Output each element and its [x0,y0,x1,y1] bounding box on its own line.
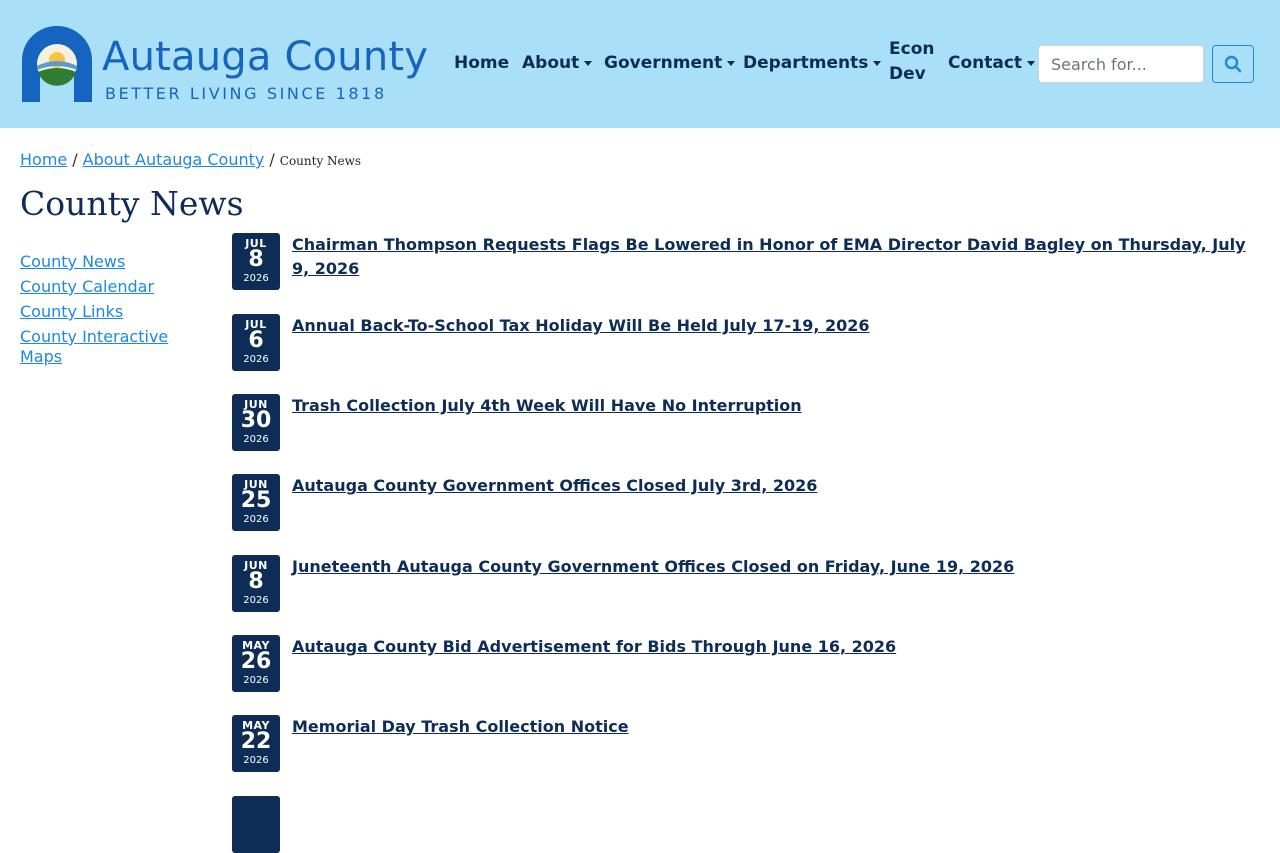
date-month: JUN [244,478,268,491]
date-month: MAY [242,639,270,652]
site-logo[interactable] [22,26,429,104]
date-day: 22 [240,729,272,754]
date-month: JUN [244,398,268,411]
nav-about-label: About [522,53,580,73]
nav-home-label: Home [454,53,510,73]
news-title-link[interactable]: Trash Collection July 4th Week Will Have No Interruption [292,396,802,415]
date-badge [232,635,280,692]
date-year: 2026 [243,675,269,686]
date-badge [232,394,280,451]
date-month: JUL [245,237,267,250]
nav-contact[interactable] [948,40,1035,86]
news-title-link[interactable]: Autauga County Government Offices Closed July 3rd, 2026 [292,476,818,495]
search-button[interactable] [1212,45,1254,83]
breadcrumb-home[interactable]: Home [20,150,68,169]
date-badge [232,796,280,853]
news-title-link[interactable]: Memorial Day Trash Collection Notice [292,717,629,736]
chevron-down-icon [873,61,881,66]
date-badge [232,474,280,531]
date-day: 6 [248,328,264,353]
date-month: JUL [245,318,267,331]
chevron-down-icon [1027,61,1035,66]
search-input[interactable] [1038,45,1204,83]
chevron-down-icon [584,61,592,66]
nav-econ-dev[interactable] [889,39,934,85]
nav-government-label: Government [604,53,723,73]
search-icon [1224,55,1242,73]
breadcrumb-separator: / [269,150,275,169]
date-year: 2026 [243,755,269,766]
breadcrumb [20,150,361,169]
date-day: 26 [240,649,272,674]
breadcrumb-current: County News [279,154,362,168]
breadcrumb-about[interactable]: About Autauga County [82,150,265,169]
nav-contact-label: Contact [948,53,1023,73]
chevron-down-icon [727,61,735,66]
sidebar-item-county-maps[interactable]: County Interactive Maps [20,327,169,366]
date-badge [232,715,280,772]
date-day: 8 [248,247,264,272]
nav-departments-label: Departments [743,53,869,73]
breadcrumb-separator: / [72,150,78,169]
sidebar-item-county-news[interactable]: County News [20,252,126,271]
nav-government[interactable] [604,40,735,86]
date-year: 2026 [243,514,269,525]
logo-tagline: BETTER LIVING SINCE 1818 [105,84,387,103]
nav-econ-label: Econ [889,39,935,59]
date-day: 30 [240,408,272,433]
logo-name: Autauga County [102,34,429,80]
nav-dev-label: Dev [889,64,926,84]
nav-about[interactable] [522,40,592,86]
nav-home[interactable] [454,40,509,86]
date-year: 2026 [243,354,269,365]
page-title: County News [20,184,244,223]
news-title-link[interactable]: Annual Back-To-School Tax Holiday Will Be Held July 17-19, 2026 [292,316,870,335]
date-year: 2026 [243,595,269,606]
date-month: JUN [244,559,268,572]
date-year: 2026 [243,434,269,445]
date-day: 25 [240,488,272,513]
sidebar-item-county-links[interactable]: County Links [20,302,124,321]
county-seal-icon [22,26,92,102]
sidebar-item-county-calendar[interactable]: County Calendar [20,277,155,296]
news-title-link[interactable]: Chairman Thompson Requests Flags Be Lowered in Honor of EMA Director David Bagley on Thursday, July 9, 2026 [292,235,1246,278]
sidebar [20,252,210,372]
date-month: MAY [242,719,270,732]
nav-departments[interactable] [743,40,881,86]
date-day: 8 [248,569,264,594]
news-title-link[interactable]: Autauga County Bid Advertisement for Bids Through June 16, 2026 [292,637,897,656]
date-year: 2026 [243,273,269,284]
site-header [0,0,1280,128]
date-badge [232,314,280,371]
news-title-link[interactable]: Juneteenth Autauga County Government Offices Closed on Friday, June 19, 2026 [292,557,1015,576]
date-badge [232,555,280,612]
date-badge [232,233,280,290]
